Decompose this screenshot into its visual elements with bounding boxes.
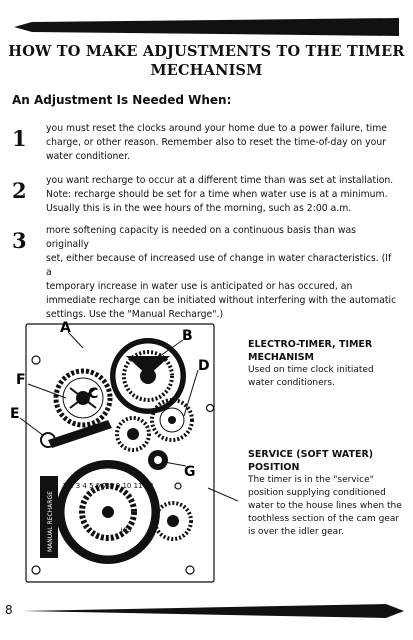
label-g: G <box>184 464 196 480</box>
side-heading-electro-timer: ELECTRO-TIMER, TIMER MECHANISM <box>248 339 373 363</box>
knob-g <box>148 450 168 470</box>
label-b: B <box>182 328 193 344</box>
mount-hole <box>186 566 194 574</box>
manual-recharge-text: MANUAL RECHARGE <box>47 491 54 552</box>
gear-f <box>56 371 110 425</box>
label-a: A <box>60 320 71 336</box>
lever-e <box>41 420 112 448</box>
dial-gear <box>110 338 186 414</box>
label-f: F <box>16 372 26 388</box>
mount-hole <box>32 356 40 364</box>
mount-hole <box>175 483 181 489</box>
side-text-electro-timer: Used on time clock initiated water conditioners. <box>248 365 374 388</box>
title-line-2: MECHANISM <box>150 62 263 79</box>
right-gear <box>155 503 191 539</box>
idler-gear <box>117 418 149 450</box>
side-heading-service-position: SERVICE (SOFT WATER) POSITION <box>248 449 374 473</box>
item-text: you want recharge to occur at a different time than was set at installation. Note: recharge should be set for a time when water use is at a minimum. Usually this is in the wee hours of the morning, such as 2:00 a.m. <box>46 175 394 214</box>
side-text-service-position: The timer is in the "service" position supplying conditioned water to the house lines when the toothless section of the cam gear is over the idler gear. <box>248 475 402 537</box>
item-number: 3 <box>12 228 27 253</box>
item-text: you must reset the clocks around your home due to a power failure, time charge, or other reason. Remember also to reset the time-of-day on your water conditioner. <box>46 123 388 162</box>
cam-gear-dial-text: 1 2 3 4 5 6 7 8 9 10 11 12 <box>62 482 154 490</box>
mount-hole <box>207 405 214 412</box>
section-subheading: An Adjustment Is Needed When: <box>12 93 232 107</box>
item-number: 1 <box>12 126 27 151</box>
item-text: more softening capacity is needed on a continuous basis than was originally set, either because of increased use of change in water characteristics. (If a temporary increase in water use is anticipated or has occured, an immediate recharge can be initiated without interfering with the automatic settings. Use the "Manual Recharge".) <box>46 225 397 320</box>
title-line-1: HOW TO MAKE ADJUSTMENTS TO THE TIMER <box>8 43 405 60</box>
cam-gear <box>56 460 160 564</box>
label-c: C <box>88 386 99 402</box>
page-number: 8 <box>5 603 13 617</box>
label-d: D <box>198 358 210 374</box>
mount-hole <box>32 566 40 574</box>
top-rule-bar <box>14 18 399 36</box>
cam-gear-lbs-text: LBS <box>120 527 132 534</box>
page-title <box>0 42 413 80</box>
label-e: E <box>10 406 20 422</box>
bottom-rule-bar <box>22 604 404 618</box>
timer-mechanism-diagram <box>8 316 238 590</box>
item-number: 2 <box>12 178 27 203</box>
